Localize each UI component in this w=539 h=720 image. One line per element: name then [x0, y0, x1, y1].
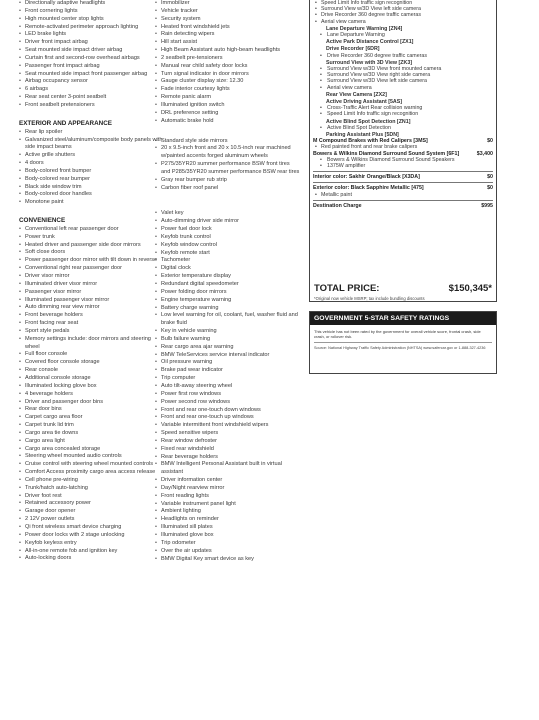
feature-item: • Illuminated sill plates [155, 524, 300, 532]
feature-item: • Sport style pedals [19, 328, 164, 336]
section-heading: CONVENIENCE [19, 217, 66, 225]
package-item: • Aerial view camera [313, 19, 493, 25]
feature-item: • Digital clock [155, 265, 300, 273]
feature-item: • Vehicle tracker [155, 8, 300, 16]
feature-item: • Cargo area light [19, 438, 164, 446]
feature-item: • LED brake lights [19, 31, 164, 39]
feature-item: • Driver visor mirror [19, 273, 164, 281]
package-item: • Speed Limit Info traffic sign recognition [313, 0, 493, 6]
price-line-amount: $3,400 [476, 150, 493, 157]
feature-item: • Active grille shutters [19, 152, 164, 160]
feature-item: • 6 airbags [19, 86, 164, 94]
feature-item: • Front reading lights [155, 493, 300, 501]
feature-item: • Cell phone pre-wiring [19, 477, 164, 485]
feature-item: • 4 beverage holders [19, 391, 164, 399]
feature-item: • Exterior temperature display [155, 273, 300, 281]
feature-item: • Garage door opener [19, 508, 164, 516]
feature-item: • Gauge cluster display size: 12.30 [155, 78, 300, 86]
feature-item: • Auto tilt-away steering wheel [155, 383, 300, 391]
package-heading: Parking Assistant Plus [5DN] [326, 132, 399, 139]
feature-item: • Steering wheel mounted audio controls [19, 453, 164, 461]
spacer [19, 110, 164, 116]
package-heading: Rear View Camera [ZX2] [326, 91, 387, 98]
feature-item: • Security system [155, 16, 300, 24]
price-line-label: M Compound Brakes with Red Calipers [3MS] [313, 138, 428, 145]
package-heading: Drive Recorder [6DR] [326, 46, 380, 53]
feature-item: • Driver foot rest [19, 493, 164, 501]
feature-item: • 20 x 9.5-inch front and 20 x 10.5-inch rear machined w/painted accents forged aluminum wheels [155, 145, 300, 161]
feature-item: • Low level warning for oil, coolant, fuel, washer fluid and brake fluid [155, 312, 300, 328]
feature-item: • Over the air updates [155, 548, 300, 556]
feature-item: • Engine temperature warning [155, 297, 300, 305]
price-line-amount: $995 [481, 202, 493, 209]
package-heading: Lane Departure Warning [ZN4] [326, 25, 403, 32]
feature-item: • Keyfob keyless entry [19, 540, 164, 548]
package-item: • Surround View w/3D View right side camera [313, 72, 493, 78]
price-line-amount: $0 [487, 185, 493, 192]
package-item: • Surround View w/3D View left side camera [313, 6, 493, 12]
total-price-value: $150,345* [448, 283, 492, 294]
feature-item: • Front facing rear seat [19, 320, 164, 328]
feature-item: • Manual rear child safety door locks [155, 63, 300, 71]
package-heading: Active Driving Assistant [5AS] [326, 99, 403, 106]
feature-item: • Rear beverage holders [155, 454, 300, 462]
feature-item: • Rain detecting wipers [155, 31, 300, 39]
feature-item: • Carpet trunk lid trim [19, 422, 164, 430]
feature-item: • Illuminated locking glove box [19, 383, 164, 391]
feature-item: • Rear cargo area ajar warning [155, 344, 300, 352]
price-line-label: Exterior color: Black Sapphire Metallic [475] [313, 185, 424, 192]
feature-item: • Monotone paint [19, 199, 164, 207]
package-item: • Surround View w/3D View front mounted camera [313, 66, 493, 72]
feature-item: • High mounted center stop lights [19, 16, 164, 24]
feature-item: • Oil pressure warning [155, 359, 300, 367]
price-line-amount: $0 [487, 174, 493, 181]
feature-item: • Front cornering lights [19, 8, 164, 16]
total-price-note: *Original now vehicle MSRP; tax include bundling discounts [314, 296, 425, 301]
feature-item: • Automatic brake hold [155, 118, 300, 126]
feature-item: • Auto dimming rear view mirror [19, 304, 164, 312]
feature-item: • Trunk/hatch auto-latching [19, 485, 164, 493]
price-line-label: Interior color: Sakhir Orange/Black [X3DA] [313, 174, 420, 181]
feature-item: • Power trunk [19, 234, 164, 242]
package-item: • 1375W amplifier [313, 163, 493, 169]
feature-item: • 2 12V power outlets [19, 516, 164, 524]
feature-item: • Power folding door mirrors [155, 289, 300, 297]
package-item: • Cross-Traffic Alert Rear collision warning [313, 105, 493, 111]
feature-item: • Seat mounted side impact driver airbag [19, 47, 164, 55]
feature-item: • Ambient lighting [155, 508, 300, 516]
feature-item: • Cargo area concealed storage [19, 446, 164, 454]
feature-item: • BMW TeleServices service interval indicator [155, 352, 300, 360]
feature-item: • Seat mounted side impact front passenger airbag [19, 71, 164, 79]
feature-item: • High Beam Assistant auto high-beam headlights [155, 47, 300, 55]
feature-item: • Illuminated ignition switch [155, 102, 300, 110]
feature-item: • Comfort Access proximity cargo area access release [19, 469, 164, 477]
feature-item: • Power first row windows [155, 391, 300, 399]
feature-item: • Directionally adaptive headlights [19, 0, 164, 8]
feature-item: • Variable intermittent front windshield wipers [155, 422, 300, 430]
package-heading: Surround View with 3D View [ZK3] [326, 59, 413, 66]
feature-item: • Conventional left rear passenger door [19, 226, 164, 234]
feature-item: • Illuminated driver visor mirror [19, 281, 164, 289]
divider [314, 342, 492, 343]
feature-item: • Power fuel door lock [155, 226, 300, 234]
feature-item: • Auto-dimming driver side mirror [155, 218, 300, 226]
feature-item: • Driver and passenger door bins [19, 399, 164, 407]
feature-item: • Airbag occupancy sensor [19, 78, 164, 86]
feature-item: • Auto-locking doors [19, 555, 164, 563]
feature-item: • Speed sensitive wipers [155, 430, 300, 438]
feature-item: • Carpet cargo area floor [19, 414, 164, 422]
package-item: • Metallic paint [313, 192, 493, 198]
feature-item: • Fixed rear windshield [155, 446, 300, 454]
feature-item: • Turn signal indicator in door mirrors [155, 71, 300, 79]
divider [313, 200, 493, 201]
feature-item: • Full floor console [19, 351, 164, 359]
feature-item: • Curtain first and second-row overhead airbags [19, 55, 164, 63]
feature-item: • Rear console [19, 367, 164, 375]
features-column-left [19, 0, 164, 563]
package-item: • Red painted front and rear brake calipers [313, 144, 493, 150]
feature-item: • Rear door bins [19, 406, 164, 414]
feature-item: • Driver front impact airbag [19, 39, 164, 47]
feature-item: • Body-colored door handles [19, 191, 164, 199]
feature-item: • Body-colored rear bumper [19, 176, 164, 184]
feature-item: • DRL preference setting [155, 110, 300, 118]
package-item: • Lane Departure Warning [313, 32, 493, 38]
package-item: • Bowers & Wilkins Diamond Surround Sound Speakers [313, 157, 493, 163]
package-item: • Drive Recorder 360 degree traffic cameras [313, 12, 493, 18]
feature-item: • Body-colored front bumper [19, 168, 164, 176]
price-line-amount: $0 [487, 138, 493, 145]
feature-item: • Trip computer [155, 375, 300, 383]
package-item: • Active Blind Spot Detection [313, 125, 493, 131]
feature-item: • Bulb failure warning [155, 336, 300, 344]
feature-item: • Covered floor console storage [19, 359, 164, 367]
total-price-label: TOTAL PRICE: [314, 283, 380, 294]
feature-item: • Memory settings include: door mirrors and steering wheel [19, 336, 164, 352]
feature-item: • Rear seat center 3-point seatbelt [19, 94, 164, 102]
package-heading: Active Blind Spot Detection [ZN1] [326, 118, 411, 125]
feature-item: • Front beverage holders [19, 312, 164, 320]
feature-item: • Illuminated passenger visor mirror [19, 297, 164, 305]
price-line [313, 203, 493, 209]
feature-item: • Redundant digital speedometer [155, 281, 300, 289]
package-item: • Aerial view camera [313, 85, 493, 91]
feature-item: • Key in vehicle warning [155, 328, 300, 336]
feature-item: • Tachometer [155, 257, 300, 265]
feature-item: • Headlights on reminder [155, 516, 300, 524]
feature-item: • Hill start assist [155, 39, 300, 47]
price-line-label: Bowers & Wilkins Diamond Surround Sound System [6F1] [313, 150, 460, 157]
spacer [19, 207, 164, 213]
feature-item: • Power passenger door mirror with tilt down in reverse [19, 257, 164, 265]
feature-item: • Qi front wireless smart device charging [19, 524, 164, 532]
feature-item: • Brake pad wear indicator [155, 367, 300, 375]
feature-item: • Carbon fiber roof panel [155, 185, 300, 193]
feature-item: • Front seatbelt pretensioners [19, 102, 164, 110]
total-price-row [314, 283, 492, 294]
package-item: • Speed Limit Info traffic sign recognition [313, 111, 493, 117]
feature-item: • Passenger front impact airbag [19, 63, 164, 71]
package-item: • Surround View w/3D View left side camera [313, 78, 493, 84]
feature-item: • BMW Intelligent Personal Assistant built in virtual assistant [155, 461, 300, 477]
feature-item: • Day/Night rearview mirror [155, 485, 300, 493]
feature-item: • Front and rear one-touch up windows [155, 414, 300, 422]
feature-item: • Driver information center [155, 477, 300, 485]
price-line-label: Destination Charge [313, 202, 362, 209]
feature-item: • Rear lip spoiler [19, 129, 164, 137]
safety-ratings-title: GOVERNMENT 5-STAR SAFETY RATINGS [310, 312, 496, 325]
feature-item: • Conventional right rear passenger door [19, 265, 164, 273]
price-line [313, 174, 493, 180]
feature-item: • Keyfob window control [155, 242, 300, 250]
divider [313, 182, 493, 183]
feature-item: • 2 seatbelt pre-tensioners [155, 55, 300, 63]
feature-item: • Front and rear one-touch down windows [155, 407, 300, 415]
safety-ratings-text: This vehicle has not been rated by the government for overall vehicle score, frontal crash, side crash, or rollover risk. [314, 329, 481, 339]
features-column-right [155, 0, 300, 563]
feature-item: • Galvanized steel/aluminum/composite body panels with side impact beams [19, 137, 164, 153]
feature-item: • P275/35YR20 summer performance BSW front tires and P285/35YR20 summer performance BSW rear tires [155, 161, 300, 177]
feature-item: • Black side window trim [19, 184, 164, 192]
divider [313, 171, 493, 172]
safety-ratings-source: Source: National Highway Traffic Safety Administration (NHTSA) www.safercar.gov or 1-888-327-4236 [314, 346, 486, 350]
price-sticker-panel [309, 0, 497, 302]
feature-item: • Remote-activated perimeter approach lighting [19, 24, 164, 32]
feature-item: • Trip odometer [155, 540, 300, 548]
feature-item: • BMW Digital Key smart device as key [155, 556, 300, 564]
feature-item: • Valet key [155, 210, 300, 218]
feature-item: • Retained accessory power [19, 500, 164, 508]
feature-item: • Keyfob remote start [155, 250, 300, 258]
feature-item: • Fade interior courtesy lights [155, 86, 300, 94]
section-heading: EXTERIOR AND APPEARANCE [19, 119, 112, 127]
feature-item: • Remote panic alarm [155, 94, 300, 102]
feature-item: • All-in-one remote fob and ignition key [19, 548, 164, 556]
package-item: • Drive Recorder 360 degree traffic cameras [313, 53, 493, 59]
feature-item: • Gray rear bumper rub strip [155, 177, 300, 185]
feature-item: • Cruise control with steering wheel mounted controls [19, 461, 164, 469]
feature-item: • Additional console storage [19, 375, 164, 383]
feature-item: • Variable instrument panel light [155, 501, 300, 509]
safety-ratings-box [309, 311, 497, 374]
feature-item: • Battery charge warning [155, 305, 300, 313]
feature-item: • Illuminated glove box [155, 532, 300, 540]
feature-item: • Power second row windows [155, 399, 300, 407]
feature-item: • Immobilizer [155, 0, 300, 8]
feature-item: • Keyfob trunk control [155, 234, 300, 242]
feature-item: • Heated driver and passenger side door mirrors [19, 242, 164, 250]
feature-item: • Passenger visor mirror [19, 289, 164, 297]
package-list [313, 0, 493, 209]
feature-item: • Standard style side mirrors [155, 138, 300, 146]
feature-item: • Power door locks with 2 stage unlocking [19, 532, 164, 540]
feature-item: • 4 doors [19, 160, 164, 168]
feature-item: • Cargo area tie downs [19, 430, 164, 438]
feature-item: • Soft close doors [19, 249, 164, 257]
feature-item: • Heated front windshield jets [155, 24, 300, 32]
package-heading: Active Park Distance Control [ZX1] [326, 39, 414, 46]
feature-item: • Rear window defroster [155, 438, 300, 446]
